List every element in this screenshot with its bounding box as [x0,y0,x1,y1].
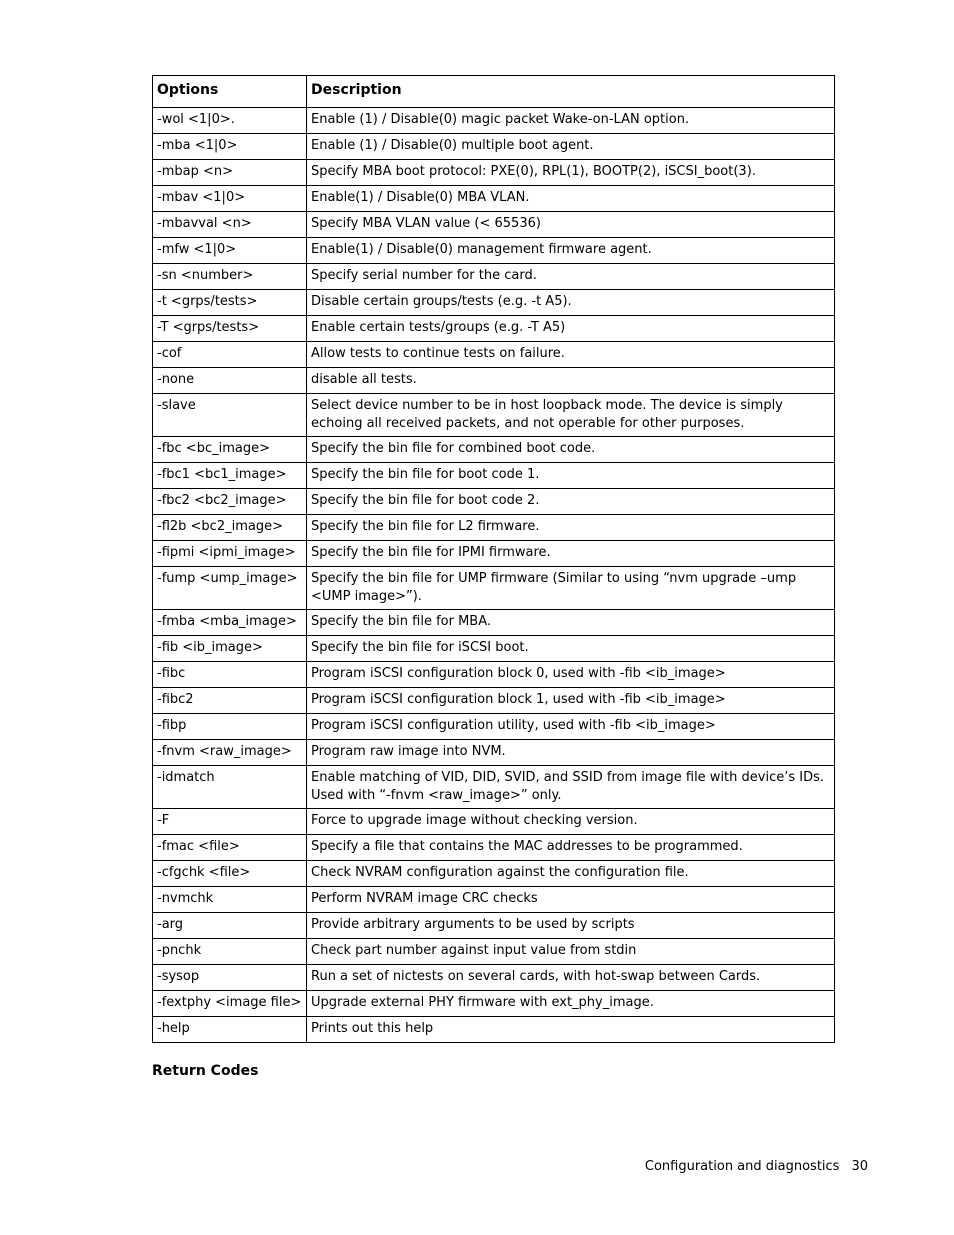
description-cell: Enable(1) / Disable(0) management firmware agent. [307,238,835,264]
description-cell: Specify the bin file for boot code 1. [307,463,835,489]
table-row [153,636,835,662]
footer-section-title: Configuration and diagnostics [644,1159,840,1174]
description-cell: Specify the bin file for combined boot code. [307,437,835,463]
option-cell: -fipmi <ipmi_image> [153,541,307,567]
description-cell: Enable (1) / Disable(0) magic packet Wake-on-LAN option. [307,108,835,134]
description-cell: Specify the bin file for UMP firmware (Similar to using “nvm upgrade –ump <UMP image>”). [307,567,835,610]
table-row [153,965,835,991]
table-row [153,714,835,740]
table-row [153,489,835,515]
description-cell: Force to upgrade image without checking version. [307,809,835,835]
option-cell: -fmba <mba_image> [153,610,307,636]
option-cell: -cof [153,342,307,368]
option-cell: -fibc [153,662,307,688]
table-row [153,541,835,567]
table-row [153,394,835,437]
table-row [153,939,835,965]
description-cell: Specify the bin file for L2 firmware. [307,515,835,541]
table-row [153,913,835,939]
table-row [153,991,835,1017]
table-row [153,688,835,714]
option-cell: -fextphy <image file> [153,991,307,1017]
description-cell: Enable (1) / Disable(0) multiple boot agent. [307,134,835,160]
description-cell: Specify the bin file for IPMI firmware. [307,541,835,567]
description-cell: Program raw image into NVM. [307,740,835,766]
option-cell: -t <grps/tests> [153,290,307,316]
table-row [153,134,835,160]
table-row [153,212,835,238]
option-cell: -nvmchk [153,887,307,913]
table-row [153,887,835,913]
table-row [153,238,835,264]
options-table [152,75,835,1043]
option-cell: -fmac <file> [153,835,307,861]
description-cell: Specify the bin file for iSCSI boot. [307,636,835,662]
table-row [153,610,835,636]
option-cell: -mbav <1|0> [153,186,307,212]
option-cell: -fbc <bc_image> [153,437,307,463]
description-cell: Enable matching of VID, DID, SVID, and SSID from image file with device’s IDs. Used with “-fnvm <raw_image>” only. [307,766,835,809]
table-row [153,108,835,134]
table-row [153,766,835,809]
table-row [153,1017,835,1043]
description-cell: Provide arbitrary arguments to be used by scripts [307,913,835,939]
description-cell: Program iSCSI configuration utility, used with -fib <ib_image> [307,714,835,740]
description-cell: Disable certain groups/tests (e.g. -t A5). [307,290,835,316]
options-table-body [153,108,835,1043]
description-column-header: Description [307,76,835,108]
option-cell: -fbc1 <bc1_image> [153,463,307,489]
table-row [153,567,835,610]
option-cell: -mba <1|0> [153,134,307,160]
description-cell: Specify a file that contains the MAC addresses to be programmed. [307,835,835,861]
description-cell: Program iSCSI configuration block 1, used with -fib <ib_image> [307,688,835,714]
option-cell: -fibp [153,714,307,740]
description-cell: Specify the bin file for boot code 2. [307,489,835,515]
table-row [153,160,835,186]
table-row [153,515,835,541]
option-cell: -mfw <1|0> [153,238,307,264]
table-row [153,316,835,342]
description-cell: Enable certain tests/groups (e.g. -T A5) [307,316,835,342]
option-cell: -fbc2 <bc2_image> [153,489,307,515]
description-cell: Check part number against input value from stdin [307,939,835,965]
table-header-row [153,76,835,108]
option-cell: -F [153,809,307,835]
option-cell: -help [153,1017,307,1043]
description-cell: Select device number to be in host loopback mode. The device is simply echoing all received packets, and not operable for other purposes. [307,394,835,437]
description-cell: Enable(1) / Disable(0) MBA VLAN. [307,186,835,212]
option-cell: -pnchk [153,939,307,965]
table-row [153,437,835,463]
table-row [153,186,835,212]
page-number: 30 [851,1159,868,1174]
description-cell: Allow tests to continue tests on failure. [307,342,835,368]
description-cell: Run a set of nictests on several cards, with hot-swap between Cards. [307,965,835,991]
return-codes-heading: Return Codes [152,1063,259,1079]
option-cell: -fnvm <raw_image> [153,740,307,766]
option-cell: -mbavval <n> [153,212,307,238]
option-cell: -slave [153,394,307,437]
table-row [153,861,835,887]
option-cell: -sysop [153,965,307,991]
table-row [153,290,835,316]
description-cell: Prints out this help [307,1017,835,1043]
option-cell: -fibc2 [153,688,307,714]
description-cell: Specify the bin file for MBA. [307,610,835,636]
option-cell: -idmatch [153,766,307,809]
table-row [153,264,835,290]
page-footer [645,1159,868,1174]
option-cell: -arg [153,913,307,939]
description-cell: Check NVRAM configuration against the configuration file. [307,861,835,887]
description-cell: Perform NVRAM image CRC checks [307,887,835,913]
table-row [153,342,835,368]
table-row [153,835,835,861]
description-cell: Specify MBA VLAN value (< 65536) [307,212,835,238]
option-cell: -fib <ib_image> [153,636,307,662]
option-cell: -sn <number> [153,264,307,290]
option-cell: -T <grps/tests> [153,316,307,342]
table-row [153,463,835,489]
options-column-header: Options [153,76,307,108]
table-row [153,662,835,688]
description-cell: Specify serial number for the card. [307,264,835,290]
option-cell: -mbap <n> [153,160,307,186]
table-row [153,368,835,394]
description-cell: Program iSCSI configuration block 0, used with -fib <ib_image> [307,662,835,688]
description-cell: Upgrade external PHY firmware with ext_phy_image. [307,991,835,1017]
option-cell: -wol <1|0>. [153,108,307,134]
table-row [153,740,835,766]
table-row [153,809,835,835]
description-cell: disable all tests. [307,368,835,394]
description-cell: Specify MBA boot protocol: PXE(0), RPL(1), BOOTP(2), iSCSI_boot(3). [307,160,835,186]
option-cell: -fump <ump_image> [153,567,307,610]
option-cell: -none [153,368,307,394]
option-cell: -cfgchk <file> [153,861,307,887]
option-cell: -fl2b <bc2_image> [153,515,307,541]
